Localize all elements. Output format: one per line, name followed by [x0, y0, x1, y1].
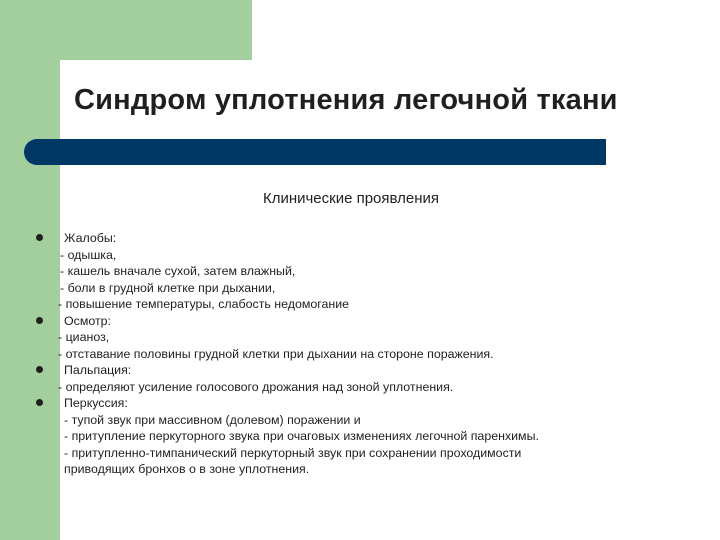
section-heading: Жалобы: [64, 231, 117, 245]
bullet-icon [36, 234, 43, 241]
list-item: - кашель вначале сухой, затем влажный, [60, 264, 296, 278]
section-inspection [36, 313, 676, 363]
slide-subtitle: Клинические проявления [262, 190, 440, 207]
bullet-icon [36, 317, 43, 324]
list-item: - одышка, [60, 247, 117, 262]
bullet-icon [36, 366, 43, 373]
list-item: - притупление перкуторного звука при очаговых изменениях легочной паренхимы. [64, 429, 539, 443]
list-item: - определяют усиление голосового дрожания над зоной уплотнения. [58, 379, 454, 394]
slide-content [36, 230, 676, 478]
section-heading: Осмотр: [64, 313, 111, 328]
list-item: - боли в грудной клетке при дыхании, [60, 280, 276, 295]
bullet-icon [36, 399, 43, 406]
section-heading: Перкуссия: [64, 396, 128, 410]
section-percussion [36, 395, 676, 478]
section-heading: Пальпация: [64, 363, 132, 377]
section-complaints [36, 230, 676, 313]
section-palpation [36, 362, 676, 395]
list-item: - цианоз, [58, 330, 110, 344]
list-item: - притупленно-тимпанический перкуторный звук при сохранении проходимости [64, 445, 522, 460]
decorative-green-block [0, 0, 252, 60]
list-item: приводящих бронхов о в зоне уплотнения. [64, 462, 310, 476]
list-item: - повышение температуры, слабость недомогание [58, 297, 350, 311]
list-item: - отставание половины грудной клетки при дыхании на стороне поражения. [58, 346, 494, 361]
title-underline-bar [24, 139, 606, 165]
list-item: - тупой звук при массивном (долевом) поражении и [64, 412, 361, 427]
slide-title: Синдром уплотнения легочной ткани [74, 84, 618, 116]
